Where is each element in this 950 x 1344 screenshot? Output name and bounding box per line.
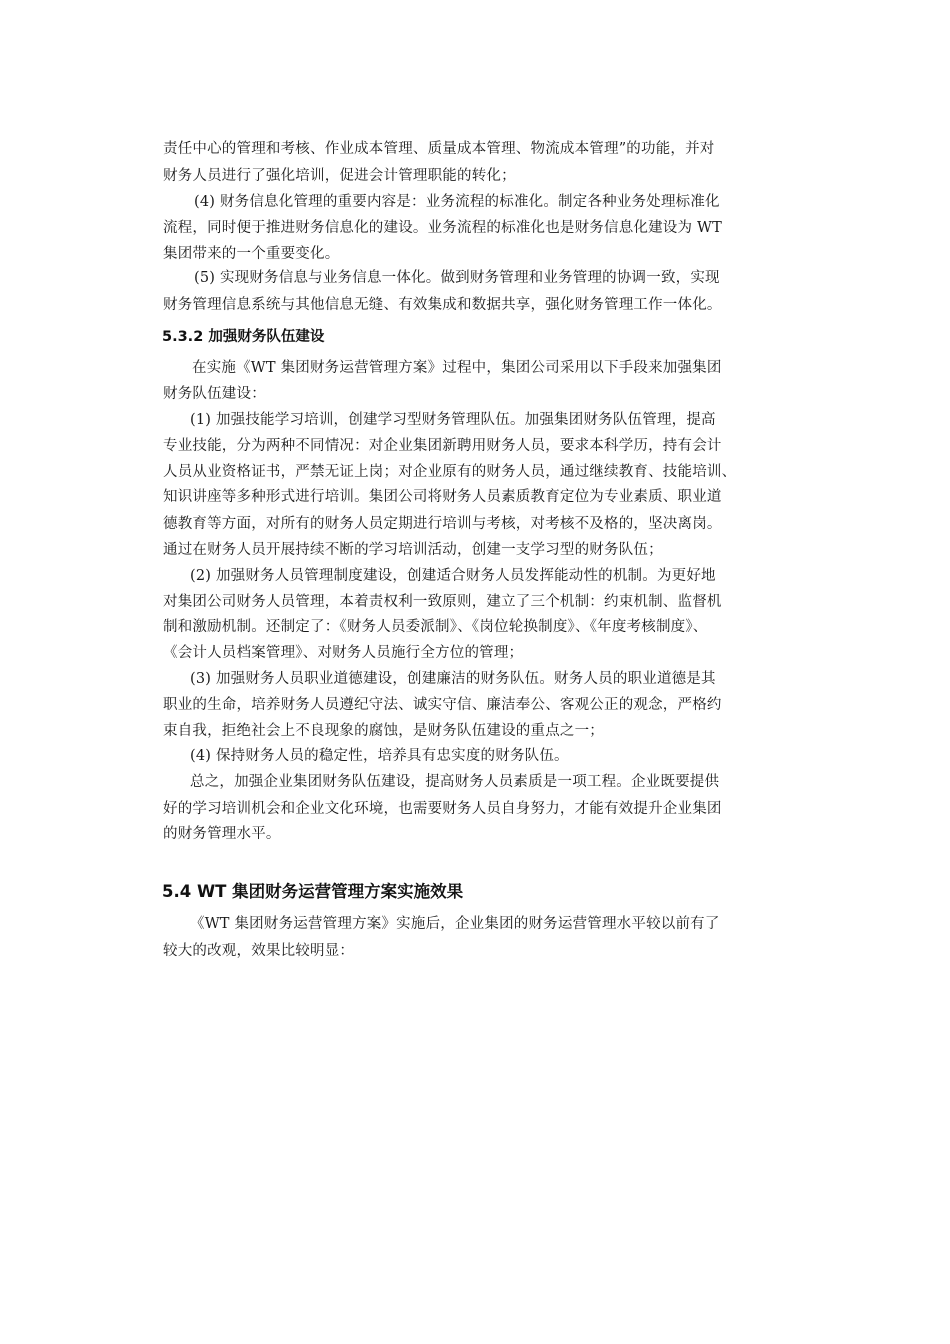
paragraph-line: (5) 实现财务信息与业务信息一体化。做到财务管理和业务管理的协调一致，实现 <box>194 270 720 286</box>
paragraph-line: 在实施《WT 集团财务运营管理方案》过程中，集团公司采用以下手段来加强集团 <box>192 360 722 376</box>
section-heading-5-3-2: 5.3.2 加强财务队伍建设 <box>162 329 325 345</box>
paragraph-line: 总之，加强企业集团财务队伍建设，提高财务人员素质是一项工程。企业既要提供 <box>190 774 720 790</box>
paragraph-line: 德教育等方面，对所有的财务人员定期进行培训与考核，对考核不及格的，坚决离岗。 <box>163 516 722 532</box>
paragraph-line: 流程，同时便于推进财务信息化的建设。业务流程的标准化也是财务信息化建设为 WT <box>163 220 722 236</box>
paragraph-line: (1) 加强技能学习培训，创建学习型财务管理队伍。加强集团财务队伍管理，提高 <box>190 412 716 428</box>
paragraph-line: 较大的改观，效果比较明显： <box>163 943 355 959</box>
paragraph-line: 责任中心的管理和考核、作业成本管理、质量成本管理、物流成本管理”的功能，并对 <box>163 141 715 157</box>
paragraph-line: 专业技能，分为两种不同情况：对企业集团新聘用财务人员，要求本科学历，持有会计 <box>163 438 722 454</box>
paragraph-line: 对集团公司财务人员管理，本着责权利一致原则，建立了三个机制：约束机制、监督机 <box>163 594 722 610</box>
paragraph-line: 集团带来的一个重要变化。 <box>163 246 340 262</box>
paragraph-line: 好的学习培训机会和企业文化环境，也需要财务人员自身努力，才能有效提升企业集团 <box>163 801 722 817</box>
paragraph-line: 财务管理信息系统与其他信息无缝、有效集成和数据共享，强化财务管理工作一体化。 <box>163 297 722 313</box>
section-heading-5-4: 5.4 WT 集团财务运营管理方案实施效果 <box>162 882 464 901</box>
paragraph-line: (3) 加强财务人员职业道德建设，创建廉洁的财务队伍。财务人员的职业道德是其 <box>190 671 716 687</box>
paragraph-line: 《WT 集团财务运营管理方案》实施后，企业集团的财务运营管理水平较以前有了 <box>190 916 720 932</box>
paragraph-line: 知识讲座等多种形式进行培训。集团公司将财务人员素质教育定位为专业素质、职业道 <box>163 489 722 505</box>
paragraph-line: 财务队伍建设： <box>163 386 266 402</box>
paragraph-line: 财务人员进行了强化培训，促进会计管理职能的转化； <box>163 168 516 184</box>
paragraph-line: 束自我，拒绝社会上不良现象的腐蚀，是财务队伍建设的重点之一； <box>163 723 604 739</box>
paragraph-line: (4) 财务信息化管理的重要内容是：业务流程的标准化。制定各种业务处理标准化 <box>194 194 720 210</box>
paragraph-line: 《会计人员档案管理》、对财务人员施行全方位的管理； <box>163 645 524 661</box>
paragraph-line: (2) 加强财务人员管理制度建设，创建适合财务人员发挥能动性的机制。为更好地 <box>190 568 716 584</box>
paragraph-line: 职业的生命，培养财务人员遵纪守法、诚实守信、廉洁奉公、客观公正的观念，严格约 <box>163 697 722 713</box>
paragraph-line: 制和激励机制。还制定了：《财务人员委派制》、《岗位轮换制度》、《年度考核制度》、 <box>163 619 708 635</box>
paragraph-line: 人员从业资格证书，严禁无证上岗；对企业原有的财务人员，通过继续教育、技能培训、 <box>163 464 737 480</box>
paragraph-line: 通过在财务人员开展持续不断的学习培训活动，创建一支学习型的财务队伍； <box>163 542 663 558</box>
paragraph-line: 的财务管理水平。 <box>163 826 281 842</box>
paragraph-line: (4) 保持财务人员的稳定性，培养具有忠实度的财务队伍。 <box>190 748 569 764</box>
